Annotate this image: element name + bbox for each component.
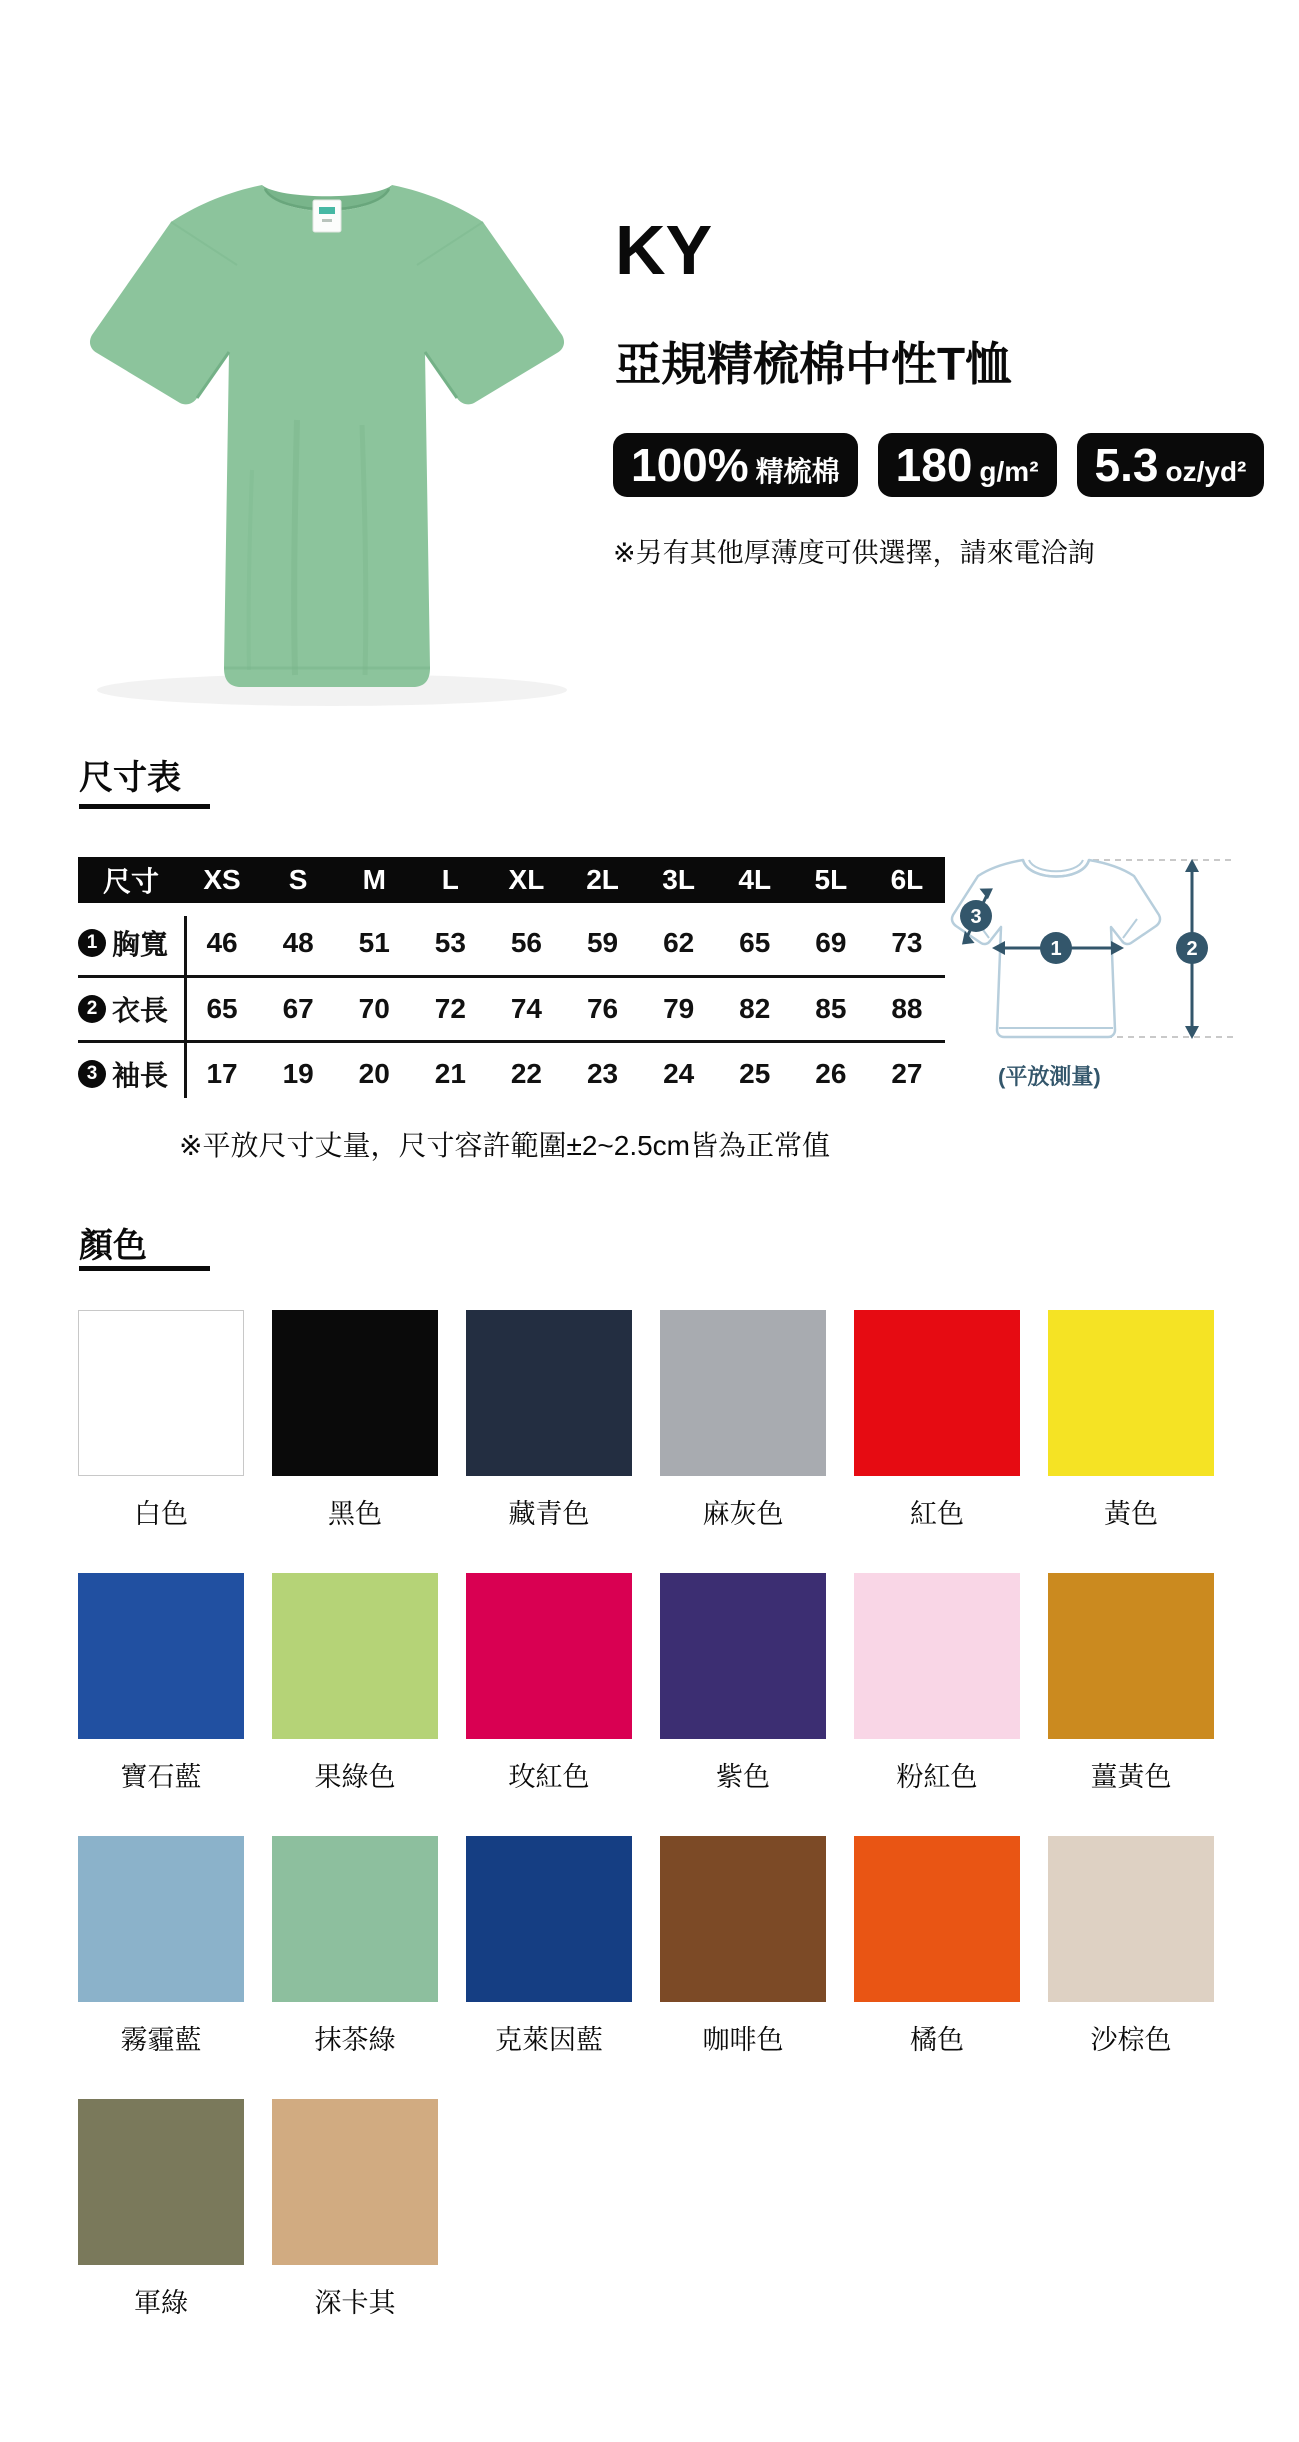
size-value-cell: 62: [663, 926, 695, 958]
color-swatch-label: 軍綠: [134, 2288, 188, 2318]
size-value-cell: 70: [358, 993, 390, 1024]
product-code: KY: [615, 211, 713, 289]
color-swatch-item: [78, 1310, 244, 1531]
row-number-badge: 3: [78, 1060, 106, 1088]
color-swatch: [660, 1836, 826, 2002]
size-value-cell: 56: [510, 926, 543, 958]
color-swatch-item: [78, 1836, 244, 2057]
color-swatch: [1048, 1310, 1214, 1476]
row-label-text: 胸寬: [112, 928, 169, 960]
size-row-袖長: [78, 1040, 945, 1105]
color-swatch: [1048, 1836, 1214, 2002]
color-swatch-item: [854, 1573, 1020, 1794]
color-swatch: [272, 1310, 438, 1476]
badge-gsm-value: 180: [895, 439, 973, 491]
size-header-5L: 5L: [814, 864, 848, 895]
color-swatch: [78, 1836, 244, 2002]
color-swatch-label: 果綠色: [314, 1762, 396, 1792]
size-value-cell: 88: [891, 993, 923, 1024]
size-value-cell: 48: [282, 926, 314, 958]
row-number-badge: 2: [78, 995, 106, 1023]
size-header-M: M: [362, 864, 386, 895]
color-swatch: [854, 1836, 1020, 2002]
size-value-cell: 69: [815, 926, 847, 958]
size-value-cell: 24: [663, 1058, 695, 1089]
color-swatch-item: [660, 1836, 826, 2057]
color-swatch: [272, 1573, 438, 1739]
size-header-6L: 6L: [890, 864, 924, 895]
size-value-cell: 21: [434, 1058, 466, 1089]
size-value-cell: 76: [586, 993, 619, 1024]
size-header-XL: XL: [508, 864, 545, 895]
size-value-cell: 82: [739, 993, 771, 1024]
measure-diagram: [945, 835, 1245, 1055]
color-swatch-label: 藏青色: [508, 1499, 590, 1529]
color-swatch-label: 寶石藍: [120, 1762, 202, 1792]
color-swatch-item: [272, 1310, 438, 1531]
size-row-衣長: [78, 975, 945, 1040]
product-name: 亞規精梳棉中性T恤: [615, 338, 1012, 390]
color-swatch: [660, 1310, 826, 1476]
color-swatch-item: [272, 1573, 438, 1794]
color-swatch-label: 黃色: [1104, 1499, 1158, 1529]
size-row-label: [78, 1054, 184, 1094]
size-section-heading: 尺寸表: [79, 759, 181, 797]
size-value-cell: 26: [815, 1058, 847, 1089]
size-table-body: [78, 910, 945, 1105]
color-swatch: [272, 1836, 438, 2002]
size-header-4L: 4L: [738, 864, 772, 895]
color-swatch-item: [466, 1836, 632, 2057]
color-swatch-label: 沙棕色: [1090, 2025, 1172, 2055]
size-value-cell: 22: [510, 1058, 543, 1089]
row-number-badge: 1: [78, 929, 106, 957]
color-swatch-label: 薑黃色: [1090, 1762, 1172, 1792]
size-value-cell: 25: [739, 1058, 771, 1089]
color-swatch: [272, 2099, 438, 2265]
row-label-text: 袖長: [112, 1060, 169, 1091]
diagram-marker-2: 2: [1186, 938, 1198, 960]
color-swatch-item: [78, 2099, 244, 2320]
color-swatch-item: [272, 1836, 438, 2057]
size-value-cell: 73: [891, 926, 923, 958]
color-swatch-label: 克萊因藍: [495, 2025, 603, 2055]
size-value-cell: 51: [358, 926, 390, 958]
color-swatch-item: [854, 1310, 1020, 1531]
badge-weight-gsm: [878, 433, 1057, 497]
size-value-cell: 17: [206, 1058, 238, 1089]
color-swatch-item: [660, 1573, 826, 1794]
size-value-cell: 46: [206, 926, 238, 958]
size-row-label: [78, 923, 184, 963]
color-swatch-label: 粉紅色: [896, 1762, 978, 1792]
size-heading-underline: [79, 804, 210, 809]
color-swatch-label: 橘色: [910, 2025, 964, 2055]
size-table-divider: [184, 916, 187, 1098]
badge-cotton-value: 100%: [631, 439, 749, 491]
color-swatch-item: [1048, 1310, 1214, 1531]
size-note: ※平放尺寸丈量，尺寸容許範圍±2~2.5cm皆為正常值: [179, 1130, 831, 1161]
color-swatch-label: 深卡其: [314, 2288, 396, 2318]
color-swatch: [466, 1573, 632, 1739]
size-value-cell: 74: [510, 993, 543, 1024]
color-swatch-label: 白色: [134, 1499, 188, 1529]
size-value-cell: 79: [663, 993, 695, 1024]
color-swatch-item: [854, 1836, 1020, 2057]
size-value-cell: 72: [434, 993, 466, 1024]
size-value-cell: 23: [586, 1058, 619, 1089]
badge-cotton-unit: 精梳棉: [755, 456, 840, 487]
row-label-text: 衣長: [112, 995, 169, 1026]
color-swatch: [466, 1836, 632, 2002]
badge-weight-oz: [1077, 433, 1265, 497]
color-swatch-grid: [78, 1310, 1214, 2320]
badge-cotton: [613, 433, 858, 497]
color-swatch-label: 咖啡色: [702, 2025, 784, 2055]
diagram-marker-1: 1: [1050, 938, 1062, 960]
color-swatch-label: 麻灰色: [702, 1499, 784, 1529]
color-swatch-item: [78, 1573, 244, 1794]
color-swatch: [78, 1573, 244, 1739]
color-swatch: [1048, 1573, 1214, 1739]
product-photo-tshirt: [77, 170, 577, 718]
color-swatch-label: 黑色: [328, 1499, 382, 1529]
color-swatch: [78, 2099, 244, 2265]
color-swatch-label: 霧霾藍: [120, 2025, 202, 2055]
badge-oz-unit: oz/yd²: [1165, 456, 1247, 487]
color-swatch-item: [466, 1310, 632, 1531]
size-header-XS: XS: [203, 864, 241, 895]
size-header-L: L: [441, 864, 459, 895]
color-swatch-item: [660, 1310, 826, 1531]
size-value-cell: 53: [434, 926, 466, 958]
size-header-S: S: [288, 864, 308, 895]
thickness-note: ※另有其他厚薄度可供選擇，請來電洽詢: [613, 538, 1095, 568]
color-swatch-label: 玫紅色: [508, 1762, 590, 1792]
color-swatch: [854, 1310, 1020, 1476]
badge-gsm-unit: g/m²: [979, 456, 1039, 487]
diagram-marker-3: 3: [970, 906, 982, 928]
size-header-label: 尺寸: [102, 866, 159, 897]
color-swatch: [466, 1310, 632, 1476]
color-swatch-label: 紫色: [716, 1762, 770, 1792]
color-swatch: [660, 1573, 826, 1739]
size-value-cell: 59: [586, 926, 619, 958]
spec-badges: [613, 433, 1264, 497]
size-value-cell: 27: [891, 1058, 923, 1089]
diagram-caption: (平放測量): [998, 1064, 1101, 1089]
size-row-胸寬: [78, 910, 945, 975]
color-swatch-item: [272, 2099, 438, 2320]
size-value-cell: 65: [206, 993, 238, 1024]
color-swatch: [78, 1310, 244, 1476]
size-row-label: [78, 989, 184, 1029]
color-swatch: [854, 1573, 1020, 1739]
size-table-header: [78, 857, 945, 903]
color-section-heading: 顏色: [79, 1227, 147, 1265]
color-swatch-item: [1048, 1573, 1214, 1794]
color-swatch-item: [466, 1573, 632, 1794]
color-swatch-item: [1048, 1836, 1214, 2057]
color-heading-underline: [79, 1266, 210, 1271]
size-value-cell: 67: [282, 993, 314, 1024]
badge-oz-value: 5.3: [1094, 439, 1159, 491]
size-value-cell: 65: [739, 926, 771, 958]
size-header-2L: 2L: [586, 864, 619, 895]
size-value-cell: 19: [282, 1058, 314, 1089]
size-value-cell: 20: [358, 1058, 390, 1089]
color-swatch-label: 抹茶綠: [314, 2025, 396, 2055]
color-swatch-label: 紅色: [910, 1499, 964, 1529]
size-header-3L: 3L: [662, 864, 695, 895]
size-value-cell: 85: [815, 993, 847, 1024]
